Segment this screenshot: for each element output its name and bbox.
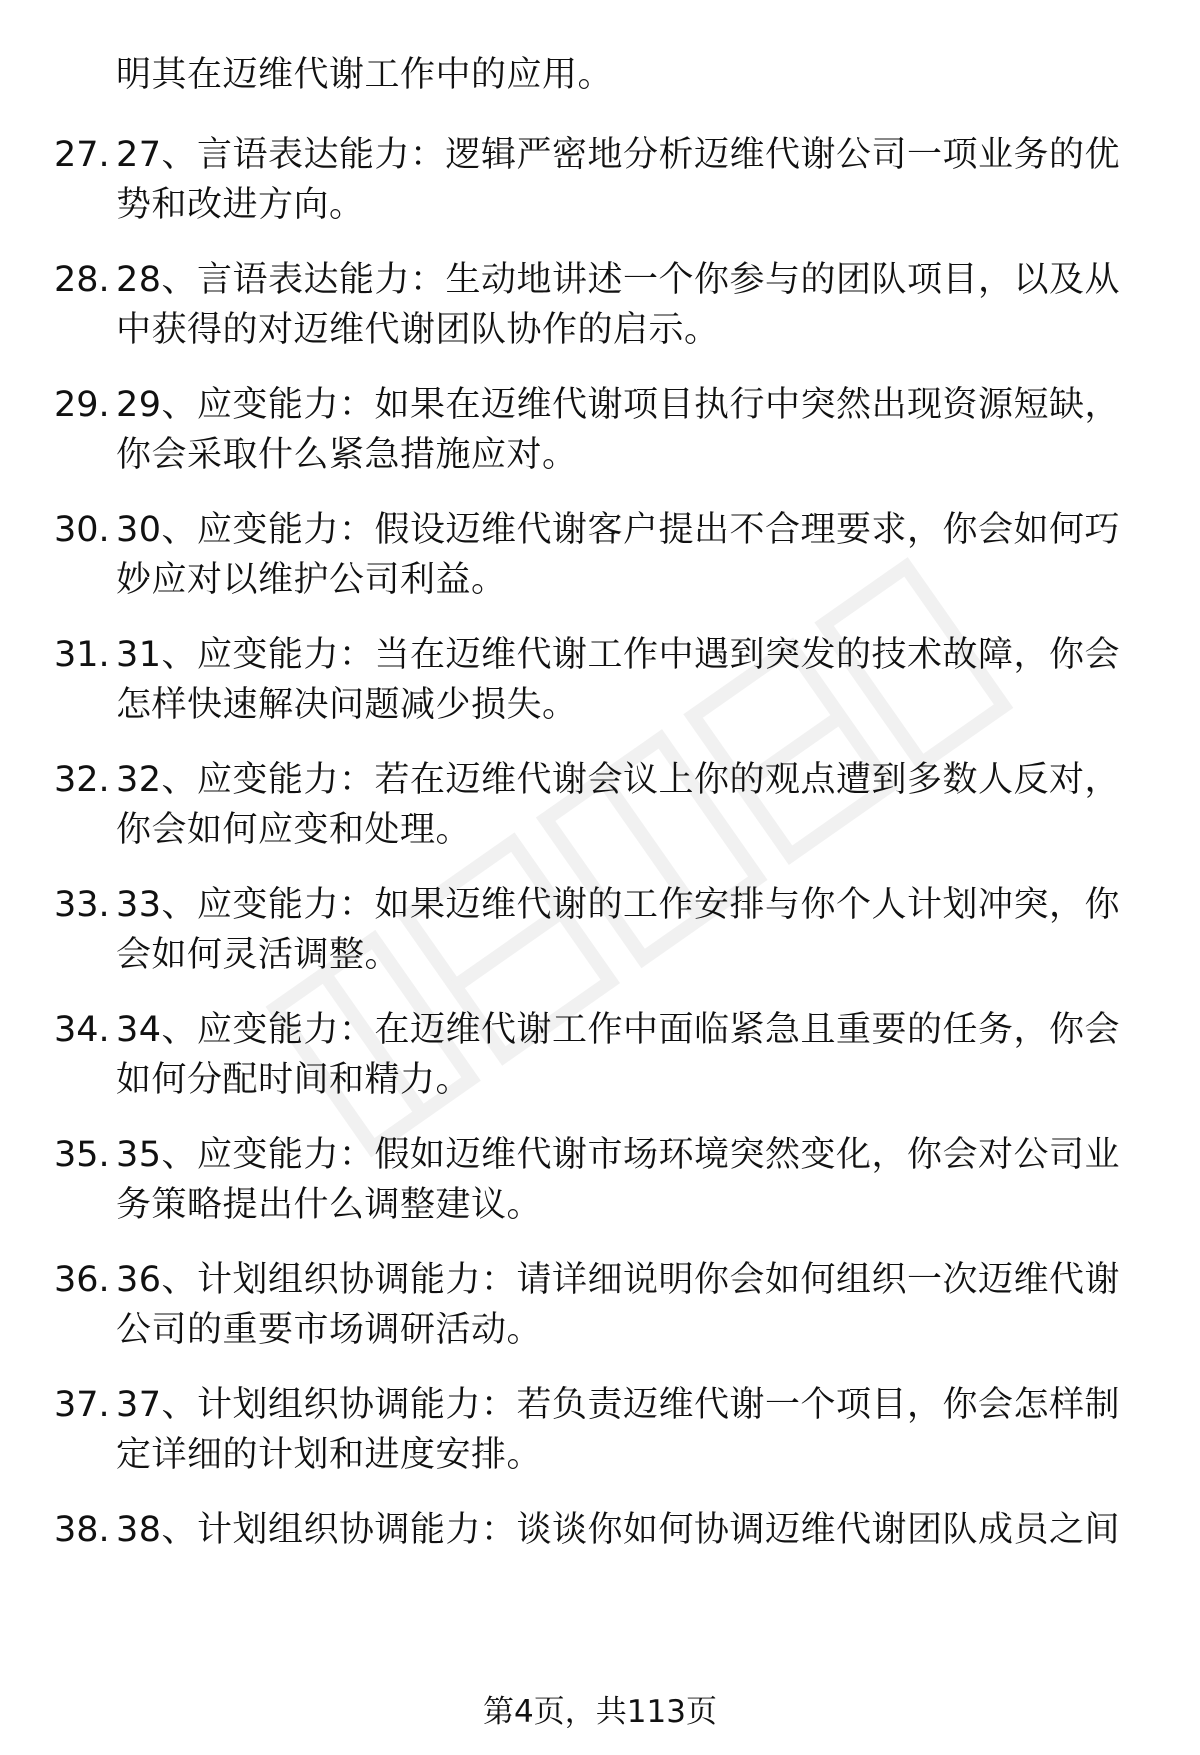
item-text-line: 38、计划组织协调能力：谈谈你如何协调迈维代谢团队成员之间 — [116, 1510, 1121, 1550]
item-text-line: 28、言语表达能力：生动地讲述一个你参与的团队项目，以及从 — [116, 260, 1121, 300]
item-text-line: 37、计划组织协调能力：若负责迈维代谢一个项目，你会怎样制 — [116, 1385, 1121, 1425]
item-number: 36. — [54, 1260, 110, 1300]
item-text-line: 35、应变能力：假如迈维代谢市场环境突然变化，你会对公司业 — [116, 1135, 1121, 1175]
item-number: 38. — [54, 1510, 110, 1550]
item-number: 37. — [54, 1385, 110, 1425]
item-number: 32. — [54, 760, 110, 800]
item-number: 31. — [54, 635, 110, 675]
item-text-line: 务策略提出什么调整建议。 — [116, 1185, 543, 1225]
item-number: 30. — [54, 510, 110, 550]
item-number: 34. — [54, 1010, 110, 1050]
item-number: 27. — [54, 135, 110, 175]
item-text-line: 妙应对以维护公司利益。 — [116, 560, 507, 600]
item-text-line: 27、言语表达能力：逻辑严密地分析迈维代谢公司一项业务的优 — [116, 135, 1121, 175]
item-text-line: 怎样快速解决问题减少损失。 — [116, 685, 578, 725]
item-number: 28. — [54, 260, 110, 300]
item-text-line: 你会采取什么紧急措施应对。 — [116, 435, 578, 475]
item-text-line: 32、应变能力：若在迈维代谢会议上你的观点遭到多数人反对， — [116, 760, 1121, 800]
item-text-line: 公司的重要市场调研活动。 — [116, 1310, 543, 1350]
item-number: 33. — [54, 885, 110, 925]
item-text-line: 中获得的对迈维代谢团队协作的启示。 — [116, 310, 720, 350]
item-text-line: 34、应变能力：在迈维代谢工作中面临紧急且重要的任务，你会 — [116, 1010, 1121, 1050]
item-number: 35. — [54, 1135, 110, 1175]
item-text-line: 定详细的计划和进度安排。 — [116, 1435, 543, 1475]
item-text-line: 你会如何应变和处理。 — [116, 810, 472, 850]
item-text-line: 明其在迈维代谢工作中的应用。 — [116, 55, 614, 95]
item-text-line: 会如何灵活调整。 — [116, 935, 401, 975]
item-text-line: 31、应变能力：当在迈维代谢工作中遇到突发的技术故障，你会 — [116, 635, 1121, 675]
item-text-line: 如何分配时间和精力。 — [116, 1060, 472, 1100]
item-text-line: 势和改进方向。 — [116, 185, 365, 225]
page-number-footer: 第4页，共113页 — [483, 1694, 717, 1730]
item-text-line: 36、计划组织协调能力：请详细说明你会如何组织一次迈维代谢 — [116, 1260, 1121, 1300]
item-text-line: 29、应变能力：如果在迈维代谢项目执行中突然出现资源短缺， — [116, 385, 1121, 425]
item-number: 29. — [54, 385, 110, 425]
item-text-line: 30、应变能力：假设迈维代谢客户提出不合理要求，你会如何巧 — [116, 510, 1121, 550]
item-text-line: 33、应变能力：如果迈维代谢的工作安排与你个人计划冲突，你 — [116, 885, 1121, 925]
